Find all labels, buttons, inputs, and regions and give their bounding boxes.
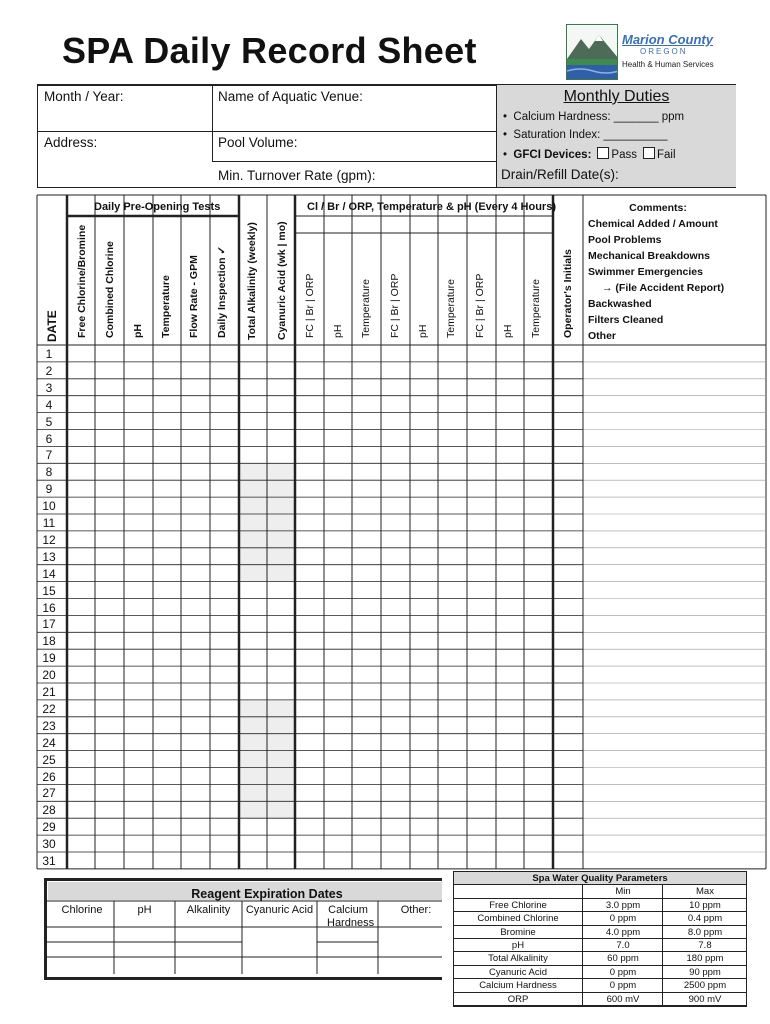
comment-item: Backwashed <box>588 298 652 310</box>
reagent-expiration-table <box>44 878 442 980</box>
date-row-number: 20 <box>42 668 56 683</box>
comments-legend <box>588 200 738 344</box>
param-min: 60 ppm <box>582 952 663 965</box>
date-row-number: 18 <box>42 634 56 649</box>
param-max: 2500 ppm <box>662 979 747 992</box>
date-row-number: 26 <box>42 769 56 784</box>
date-row-number: 16 <box>42 600 56 615</box>
comment-item: Mechanical Breakdowns <box>588 250 710 262</box>
duty-gfci: • GFCI Devices: Pass Fail <box>503 149 676 161</box>
date-row-number: 23 <box>42 718 56 733</box>
comment-item: Swimmer Emergencies <box>588 266 703 278</box>
header-ph: pH <box>132 324 144 338</box>
date-row-number: 4 <box>45 397 53 412</box>
params-title-row <box>454 872 746 885</box>
param-row <box>454 899 746 912</box>
date-row-number: 28 <box>42 803 56 818</box>
header-e4-5: pH <box>417 324 429 338</box>
date-row-number: 29 <box>42 820 56 835</box>
reagent-col-calcium: Calcium Hardness <box>327 904 375 929</box>
date-row-number: 21 <box>42 685 56 699</box>
date-row-number: 11 <box>42 516 56 530</box>
param-name: Cyanuric Acid <box>488 966 548 978</box>
header-combined-chlorine: Combined Chlorine <box>104 241 116 338</box>
duty-saturation: • Saturation Index: __________ <box>503 129 668 141</box>
param-min: 3.0 ppm <box>582 899 663 912</box>
logo-state: OREGON <box>640 47 688 56</box>
month-year-label: Month / Year: <box>44 89 124 104</box>
date-row-number: 8 <box>45 465 53 480</box>
date-row-number: 9 <box>45 482 53 497</box>
param-row <box>454 939 746 952</box>
comment-item: Other <box>588 330 617 342</box>
date-row-number: 7 <box>45 448 53 463</box>
venue-label: Name of Aquatic Venue: <box>218 89 363 104</box>
header-cyanuric: Cyanuric Acid (wk | mo) <box>276 221 288 340</box>
reagent-title: Reagent Expiration Dates <box>191 887 343 901</box>
header-operator: Operator's Initials <box>562 249 574 338</box>
header-daily-inspection: Daily Inspection ✓ <box>216 245 228 338</box>
param-name: Bromine <box>500 926 536 938</box>
param-max: 90 ppm <box>662 966 747 979</box>
param-row <box>454 926 746 939</box>
header-e4-6: Temperature <box>445 279 457 338</box>
param-row <box>454 993 746 1006</box>
param-min: 0 ppm <box>582 979 663 992</box>
header-e4-1: FC | Br | ORP <box>304 273 316 338</box>
param-name: Free Chlorine <box>489 899 547 911</box>
param-min: 7.0 <box>582 939 663 952</box>
header-free-chlorine: Free Chlorine/Bromine <box>76 224 88 338</box>
date-row-number: 19 <box>42 651 56 666</box>
param-min: 600 mV <box>582 993 663 1006</box>
date-header: DATE <box>45 310 59 342</box>
header-e4-8: pH <box>502 324 514 338</box>
param-min: 0 ppm <box>582 912 663 925</box>
header-e4-3: Temperature <box>360 279 372 338</box>
date-row-number: 1 <box>45 347 53 361</box>
param-min: 0 ppm <box>582 966 663 979</box>
date-row-number: 6 <box>45 431 53 446</box>
reagent-col-cyanuric: Cyanuric Acid <box>245 904 314 916</box>
param-max: 180 ppm <box>662 952 747 965</box>
drain-label: Drain/Refill Date(s): <box>501 167 619 182</box>
pool-volume-label: Pool Volume: <box>218 135 298 150</box>
date-row-number: 17 <box>42 617 56 632</box>
header-flow-rate: Flow Rate - GPM <box>188 255 200 338</box>
param-name: Total Alkalinity <box>488 953 548 965</box>
date-row-number: 2 <box>45 363 53 378</box>
param-name: pH <box>511 940 525 951</box>
duty-calcium: • Calcium Hardness: _______ ppm <box>503 111 685 123</box>
param-max: 8.0 ppm <box>662 926 747 939</box>
date-row-number: 14 <box>42 566 56 581</box>
param-row <box>454 979 746 992</box>
params-header-row <box>454 885 746 898</box>
date-row-number: 15 <box>42 583 56 598</box>
reagent-col-chlorine: Chlorine <box>61 904 103 916</box>
param-max: 900 mV <box>662 993 747 1006</box>
date-row-number: 27 <box>42 786 56 801</box>
date-row-number: 13 <box>42 549 56 564</box>
monthly-duties-title: Monthly Duties <box>563 88 670 105</box>
header-e4-9: Temperature <box>530 279 542 338</box>
date-row-number: 31 <box>42 854 56 868</box>
param-row <box>454 912 746 925</box>
pre-opening-title: Daily Pre-Opening Tests <box>94 201 221 213</box>
turnover-label: Min. Turnover Rate (gpm): <box>218 168 376 183</box>
header-e4-7: FC | Br | ORP <box>474 273 486 338</box>
param-name: Combined Chlorine <box>477 913 559 925</box>
param-max: 0.4 ppm <box>662 912 747 925</box>
param-min: 4.0 ppm <box>582 926 663 939</box>
header-total-alkalinity: Total Alkalinity (weekly) <box>246 222 258 340</box>
date-row-number: 30 <box>42 837 56 852</box>
comment-item: Filters Cleaned <box>588 314 664 326</box>
param-max: 7.8 <box>662 939 747 952</box>
param-row <box>454 952 746 965</box>
every4-title: Cl / Br / ORP, Temperature & pH (Every 4 Hours) <box>307 201 556 213</box>
comment-item: Pool Problems <box>588 234 662 246</box>
date-row-number: 12 <box>42 532 56 547</box>
param-max: 10 ppm <box>662 899 747 912</box>
param-name: ORP <box>507 993 529 1005</box>
date-row-number: 25 <box>42 752 56 767</box>
logo-department: Health & Human Services <box>622 60 714 69</box>
date-row-number: 3 <box>45 380 53 395</box>
header-e4-2: pH <box>332 324 344 338</box>
page-title: SPA Daily Record Sheet <box>62 30 477 71</box>
reagent-col-ph: pH <box>137 904 152 916</box>
date-row-number: 10 <box>42 499 56 514</box>
address-label: Address: <box>44 135 98 150</box>
spa-water-quality-table <box>453 871 747 1007</box>
reagent-col-alkalinity: Alkalinity <box>186 904 231 916</box>
date-row-number: 5 <box>45 414 53 429</box>
params-col-min: Min <box>582 885 663 898</box>
logo-county-name: Marion County <box>622 32 713 47</box>
params-col-max: Max <box>662 885 747 898</box>
header-e4-4: FC | Br | ORP <box>389 273 401 338</box>
header-temperature: Temperature <box>160 275 172 338</box>
params-title: Spa Water Quality Parameters <box>532 873 668 884</box>
param-name: Calcium Hardness <box>479 980 557 992</box>
comment-item: → (File Accident Report) <box>602 282 725 294</box>
param-row <box>454 966 746 979</box>
date-row-number: 22 <box>42 701 56 716</box>
date-row-number: 24 <box>42 735 56 750</box>
comments-title: Comments: <box>629 202 687 214</box>
reagent-col-other: Other: <box>400 904 432 916</box>
comment-item: Chemical Added / Amount <box>588 218 718 230</box>
